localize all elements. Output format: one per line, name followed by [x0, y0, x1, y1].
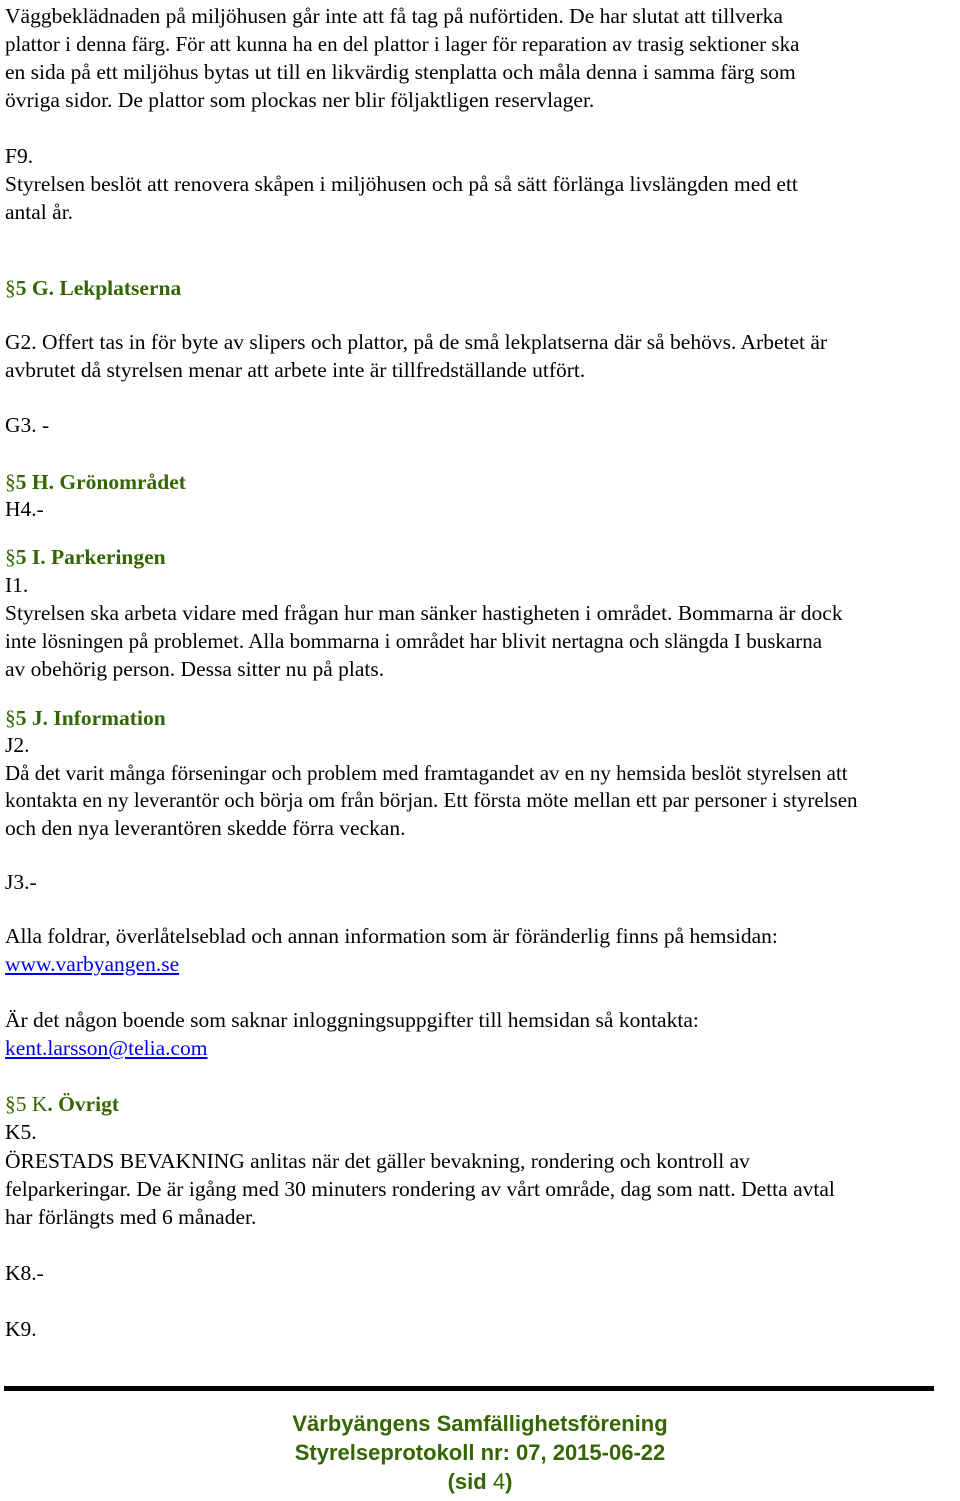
- section-symbol: §: [5, 470, 16, 494]
- section-heading-g: [5, 274, 181, 302]
- section-title: 5 I. Parkeringen: [15, 545, 166, 569]
- j2-text-line: kontakta en ny leverantör och börja om från början. Ett första möte mellan ett par personer i styrelsen: [5, 788, 858, 812]
- i1-text-line: Styrelsen ska arbeta vidare med frågan hur man sänker hastigheten i området. Bommarna är dock: [5, 601, 843, 625]
- email-link[interactable]: kent.larsson@telia.com: [5, 1036, 208, 1060]
- j2-text-line: Då det varit många förseningar och problem med framtagandet av en ny hemsida beslöt styrelsen att: [5, 761, 848, 785]
- footer-divider: [4, 1386, 934, 1391]
- item-label-g3: G3. -: [5, 413, 50, 437]
- i1-text-line: av obehörig person. Dessa sitter nu på plats.: [5, 657, 385, 681]
- login-text: Är det någon boende som saknar inloggningsuppgifter till hemsidan så kontakta:: [5, 1008, 699, 1032]
- email-line: [5, 1034, 208, 1062]
- section-title: . Övrigt: [47, 1092, 120, 1116]
- footer-organization: Värbyängens Samfällighetsförening: [292, 1411, 668, 1436]
- section-heading-j: [5, 704, 166, 732]
- item-label-f9: F9.: [5, 144, 34, 168]
- section-number: 5 K: [15, 1092, 48, 1116]
- j2-text-line: och den nya leverantören skedde förra veckan.: [5, 816, 406, 840]
- k5-text-line: ÖRESTADS BEVAKNING anlitas när det gäller bevakning, rondering och kontroll av: [5, 1149, 750, 1173]
- item-label-k5: K5.: [5, 1120, 37, 1144]
- section-symbol: §: [5, 545, 16, 569]
- intro-line: en sida på ett miljöhus bytas ut till en likvärdig stenplatta och måla denna i samma färg som: [5, 60, 796, 84]
- section-title: 5 J. Information: [15, 706, 166, 730]
- info-text: Alla foldrar, överlåtelseblad och annan information som är föränderlig finns på hemsidan:: [5, 924, 778, 948]
- item-label-h4: H4.-: [5, 497, 44, 521]
- section-heading-k: [5, 1090, 119, 1118]
- item-label-k9: K9.: [5, 1317, 37, 1341]
- section-symbol: §: [5, 706, 16, 730]
- footer-page-suffix: ): [505, 1469, 513, 1494]
- section-title: 5 H. Grönområdet: [15, 470, 186, 494]
- page-number: 4: [492, 1469, 506, 1494]
- section-heading-h: [5, 468, 186, 496]
- footer-protocol: Styrelseprotokoll nr: 07, 2015-06-22: [294, 1440, 666, 1465]
- section-symbol: §: [5, 276, 16, 300]
- item-label-j3: J3.-: [5, 870, 37, 894]
- intro-line: plattor i denna färg. För att kunna ha en del plattor i lager för reparation av trasig sektioner ska: [5, 32, 800, 56]
- section-heading-i: [5, 543, 166, 571]
- item-label-i1: I1.: [5, 573, 29, 597]
- section-symbol: §: [5, 1092, 16, 1116]
- k5-text-line: har förlängts med 6 månader.: [5, 1205, 257, 1229]
- footer-page-prefix: (sid: [447, 1469, 493, 1494]
- g2-text-line: avbrutet då styrelsen menar att arbete inte är tillfredställande utfört.: [5, 358, 586, 382]
- f9-text-line: Styrelsen beslöt att renovera skåpen i miljöhusen och på så sätt förlänga livslängden med ett: [5, 172, 798, 196]
- intro-line: Väggbeklädnaden på miljöhusen går inte att få tag på nuförtiden. De har slutat att tillverka: [5, 4, 783, 28]
- f9-text-line: antal år.: [5, 200, 74, 224]
- website-line: [5, 950, 179, 978]
- website-link[interactable]: www.varbyangen.se: [5, 952, 180, 976]
- k5-text-line: felparkeringar. De är igång med 30 minuters rondering av vårt område, dag som natt. Detta avtal: [5, 1177, 835, 1201]
- section-title: 5 G. Lekplatserna: [15, 276, 182, 300]
- item-label-k8: K8.-: [5, 1261, 44, 1285]
- i1-text-line: inte lösningen på problemet. Alla bommarna i området har blivit nertagna och slängda I buskarna: [5, 629, 823, 653]
- intro-line: övriga sidor. De plattor som plockas ner blir följaktligen reservlager.: [5, 88, 595, 112]
- g2-text-line: G2. Offert tas in för byte av slipers och plattor, på de små lekplatserna där så behövs. Arbetet är: [5, 330, 828, 354]
- item-label-j2: J2.: [5, 733, 30, 757]
- footer-page: [0, 1468, 960, 1496]
